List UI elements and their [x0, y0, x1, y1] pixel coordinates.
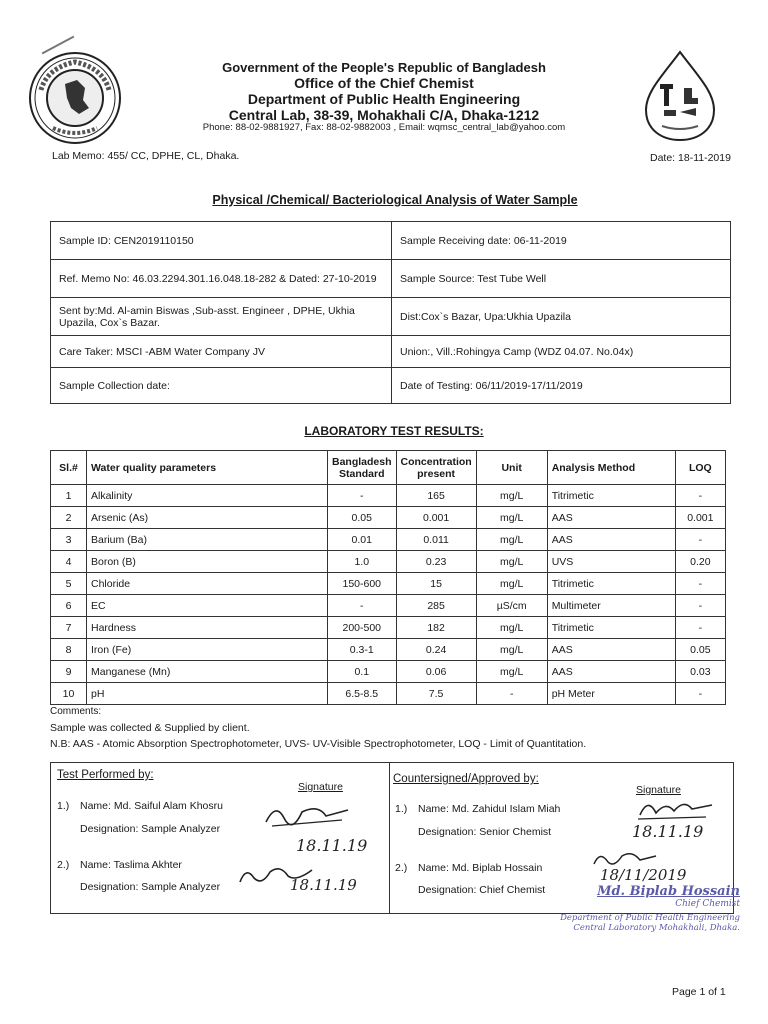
testing-date: Date of Testing: 06/11/2019-17/11/2019 — [392, 368, 731, 404]
p1-signature — [262, 800, 352, 835]
p2-sign-date: 18.11.19 — [290, 876, 357, 894]
header-address: Central Lab, 38-39, Mohakhali C/A, Dhaka-1212 — [228, 107, 540, 123]
cell-loq: - — [675, 617, 725, 639]
cell-sl: 1 — [51, 485, 87, 507]
cell-std: 6.5-8.5 — [328, 683, 397, 705]
p1-designation: Designation: Sample Analyzer — [80, 823, 221, 835]
cell-unit: µS/cm — [476, 595, 547, 617]
cell-loq: - — [675, 573, 725, 595]
cell-conc: 0.06 — [396, 661, 476, 683]
cell-method: AAS — [547, 529, 675, 551]
cell-conc: 0.011 — [396, 529, 476, 551]
p4-name: Name: Md. Biplab Hossain — [418, 862, 543, 874]
cell-param: Barium (Ba) — [87, 529, 328, 551]
cell-conc: 182 — [396, 617, 476, 639]
cell-loq: 0.05 — [675, 639, 725, 661]
sample-id: Sample ID: CEN2019110150 — [51, 222, 392, 260]
cell-loq: - — [675, 529, 725, 551]
cell-std: 1.0 — [328, 551, 397, 573]
col-loq: LOQ — [675, 451, 725, 485]
cell-unit: - — [476, 683, 547, 705]
table-row — [51, 507, 726, 529]
col-standard-line2: Standard — [339, 467, 385, 480]
cell-loq: - — [675, 683, 725, 705]
cell-unit: mg/L — [476, 551, 547, 573]
cell-method: AAS — [547, 507, 675, 529]
table-row — [51, 595, 726, 617]
cell-conc: 285 — [396, 595, 476, 617]
cell-method: Multimeter — [547, 595, 675, 617]
cell-conc: 165 — [396, 485, 476, 507]
district: Dist:Cox`s Bazar, Upa:Ukhia Upazila — [392, 298, 731, 336]
cell-param: pH — [87, 683, 328, 705]
comments-line2: N.B: AAS - Atomic Absorption Spectrophotometer, UVS- UV-Visible Spectrophotometer, LOQ - Limit of Quantitation. — [50, 738, 587, 750]
p3-sign-date: 18.11.19 — [632, 822, 704, 841]
p3-number: 1.) — [395, 803, 408, 815]
signature-divider — [389, 762, 390, 914]
p4-designation: Designation: Chief Chemist — [418, 884, 546, 896]
cell-param: Manganese (Mn) — [87, 661, 328, 683]
comments-label: Comments: — [50, 706, 102, 717]
cell-unit: mg/L — [476, 639, 547, 661]
cell-std: - — [328, 595, 397, 617]
header-contact: Phone: 88-02-9881927, Fax: 88-02-9882003 , Email: wqmsc_central_lab@yahoo.com — [202, 122, 566, 133]
results-table — [50, 450, 726, 705]
p2-designation: Designation: Sample Analyzer — [80, 881, 221, 893]
stamp-name: Md. Biplab Hossain — [597, 884, 740, 899]
stamp-lab: Central Laboratory Mohakhali, Dhaka. — [573, 923, 740, 933]
col-standard-line1: Bangladesh — [332, 455, 392, 468]
cell-sl: 5 — [51, 573, 87, 595]
cell-method: Titrimetic — [547, 485, 675, 507]
signature-label-left: Signature — [298, 781, 343, 793]
table-row — [51, 573, 726, 595]
cell-conc: 15 — [396, 573, 476, 595]
col-concentration-line1: Concentration — [400, 455, 472, 468]
cell-sl: 4 — [51, 551, 87, 573]
table-row — [51, 661, 726, 683]
cell-std: 0.1 — [328, 661, 397, 683]
cell-loq: 0.20 — [675, 551, 725, 573]
lab-memo: Lab Memo: 455/ CC, DPHE, CL, Dhaka. — [52, 150, 240, 162]
sent-by: Sent by:Md. Al-amin Biswas ,Sub-asst. Engineer , DPHE, Ukhia Upazila, Cox`s Bazar. — [51, 298, 392, 336]
col-concentration-line2: present — [417, 467, 456, 480]
cell-sl: 3 — [51, 529, 87, 551]
document-date: Date: 18-11-2019 — [650, 152, 731, 164]
sample-receiving-date: Sample Receiving date: 06-11-2019 — [392, 222, 731, 260]
cell-sl: 2 — [51, 507, 87, 529]
col-sl: Sl.# — [51, 451, 87, 485]
cell-std: 0.3-1 — [328, 639, 397, 661]
approved-title: Countersigned/Approved by: — [393, 773, 539, 785]
cell-conc: 7.5 — [396, 683, 476, 705]
col-standard — [328, 451, 397, 485]
table-row — [51, 617, 726, 639]
cell-std: 0.05 — [328, 507, 397, 529]
cell-method: Titrimetic — [547, 617, 675, 639]
cell-loq: - — [675, 595, 725, 617]
header-gov-title: Government of the People's Republic of Bangladesh — [222, 60, 546, 75]
p3-name: Name: Md. Zahidul Islam Miah — [418, 803, 561, 815]
page-number: Page 1 of 1 — [672, 986, 726, 998]
cell-method: AAS — [547, 661, 675, 683]
cell-method: Titrimetic — [547, 573, 675, 595]
cell-std: 200-500 — [328, 617, 397, 639]
p4-sign-date: 18/11/2019 — [600, 866, 687, 884]
sample-source: Sample Source: Test Tube Well — [392, 260, 731, 298]
cell-param: Arsenic (As) — [87, 507, 328, 529]
cell-param: Boron (B) — [87, 551, 328, 573]
table-row — [51, 639, 726, 661]
cell-unit: mg/L — [476, 573, 547, 595]
cell-unit: mg/L — [476, 507, 547, 529]
header-office-title: Office of the Chief Chemist — [294, 75, 474, 91]
cell-unit: mg/L — [476, 485, 547, 507]
cell-std: 150-600 — [328, 573, 397, 595]
table-row — [51, 529, 726, 551]
cell-sl: 7 — [51, 617, 87, 639]
cell-param: EC — [87, 595, 328, 617]
cell-param: Alkalinity — [87, 485, 328, 507]
cell-unit: mg/L — [476, 529, 547, 551]
cell-sl: 9 — [51, 661, 87, 683]
cell-loq: 0.03 — [675, 661, 725, 683]
cell-method: AAS — [547, 639, 675, 661]
cell-conc: 0.23 — [396, 551, 476, 573]
stamp-dept: Department of Public Health Engineering — [560, 913, 740, 923]
cell-param: Hardness — [87, 617, 328, 639]
sample-collection-date: Sample Collection date: — [51, 368, 392, 404]
table-row — [51, 485, 726, 507]
p2-name: Name: Taslima Akhter — [80, 859, 182, 871]
table-row — [51, 551, 726, 573]
p2-number: 2.) — [57, 859, 70, 871]
header-department-title: Department of Public Health Engineering — [247, 91, 521, 107]
care-taker: Care Taker: MSCI -ABM Water Company JV — [51, 336, 392, 368]
cell-sl: 6 — [51, 595, 87, 617]
table-row — [51, 683, 726, 705]
p3-designation: Designation: Senior Chemist — [418, 826, 552, 838]
col-method: Analysis Method — [547, 451, 675, 485]
cell-std: - — [328, 485, 397, 507]
ref-memo: Ref. Memo No: 46.03.2294.301.16.048.18-282 & Dated: 27-10-2019 — [51, 260, 392, 298]
official-stamp — [540, 884, 740, 933]
cell-sl: 8 — [51, 639, 87, 661]
p1-sign-date: 18.11.19 — [296, 836, 368, 855]
cell-param: Chloride — [87, 573, 328, 595]
signature-label-right: Signature — [636, 784, 681, 796]
comments-line1: Sample was collected & Supplied by client. — [50, 722, 250, 734]
col-unit: Unit — [476, 451, 547, 485]
p4-number: 2.) — [395, 862, 408, 874]
cell-method: pH Meter — [547, 683, 675, 705]
cell-unit: mg/L — [476, 661, 547, 683]
test-performed-title: Test Performed by: — [57, 769, 154, 781]
cell-loq: 0.001 — [675, 507, 725, 529]
cell-conc: 0.001 — [396, 507, 476, 529]
cell-param: Iron (Fe) — [87, 639, 328, 661]
cell-loq: - — [675, 485, 725, 507]
document-title: Physical /Chemical/ Bacteriological Analysis of Water Sample — [212, 193, 578, 207]
cell-unit: mg/L — [476, 617, 547, 639]
cell-std: 0.01 — [328, 529, 397, 551]
p1-name: Name: Md. Saiful Alam Khosru — [80, 800, 223, 812]
col-concentration — [396, 451, 476, 485]
sample-info-table — [50, 221, 731, 404]
p1-number: 1.) — [57, 800, 70, 812]
cell-conc: 0.24 — [396, 639, 476, 661]
cell-sl: 10 — [51, 683, 87, 705]
stamp-title: Chief Chemist — [675, 899, 740, 909]
union-village: Union:, Vill.:Rohingya Camp (WDZ 04.07. No.04x) — [392, 336, 731, 368]
results-title: LABORATORY TEST RESULTS: — [304, 424, 484, 438]
col-param: Water quality parameters — [87, 451, 328, 485]
cell-method: UVS — [547, 551, 675, 573]
